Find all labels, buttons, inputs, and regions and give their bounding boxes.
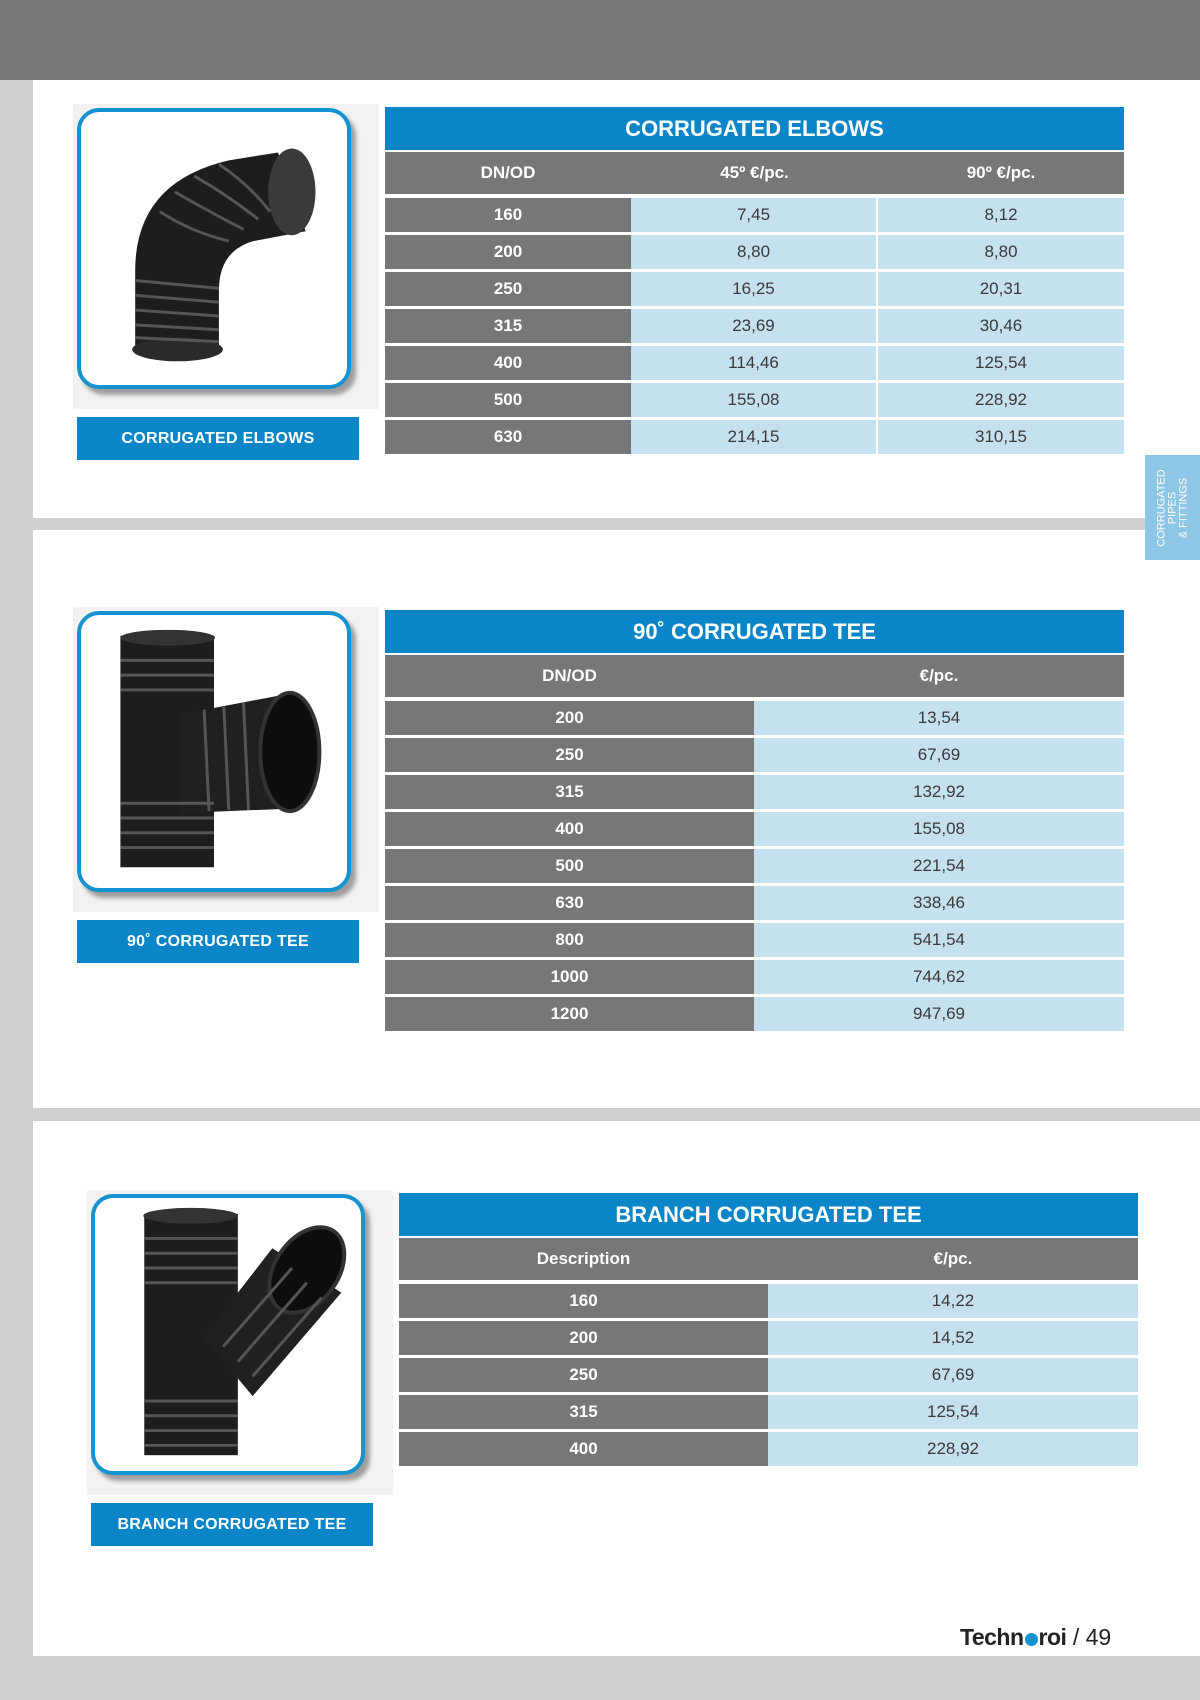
brand-logo (960, 1624, 1066, 1650)
dn-cell: 500 (385, 383, 631, 420)
elbow-illustration (81, 112, 347, 385)
elbows-price-table (385, 107, 1124, 457)
column-header-dnod: DN/OD (385, 152, 631, 198)
price-45-cell: 114,46 (631, 346, 878, 383)
page-number: 49 (1085, 1624, 1112, 1650)
dn-cell: 400 (385, 346, 631, 383)
branch-tee-caption-label: BRANCH CORRUGATED TEE (91, 1503, 373, 1546)
dn-cell: 500 (385, 849, 754, 886)
brand-text-start: Techn (960, 1624, 1024, 1650)
price-45-cell: 23,69 (631, 309, 878, 346)
column-header-dnod: DN/OD (385, 655, 754, 701)
dn-cell: 1200 (385, 997, 754, 1034)
brand-text-end: roi (1038, 1624, 1067, 1650)
table-row (385, 235, 1124, 272)
table-row (399, 1284, 1138, 1321)
price-cell: 947,69 (754, 997, 1124, 1034)
price-cell: 338,46 (754, 886, 1124, 923)
page-footer (960, 1624, 1111, 1651)
branch-tee-table-title: BRANCH CORRUGATED TEE (399, 1193, 1138, 1238)
side-tab-text (1156, 455, 1189, 560)
price-cell: 67,69 (768, 1358, 1138, 1395)
price-cell: 744,62 (754, 960, 1124, 997)
price-45-cell: 155,08 (631, 383, 878, 420)
price-90-cell: 30,46 (878, 309, 1124, 346)
table-row (385, 997, 1124, 1034)
price-90-cell: 8,80 (878, 235, 1124, 272)
dn-cell: 250 (385, 738, 754, 775)
table-row (399, 1432, 1138, 1469)
footer-separator: / (1072, 1624, 1080, 1650)
table-row (385, 272, 1124, 309)
price-cell: 132,92 (754, 775, 1124, 812)
table-row (385, 198, 1124, 235)
table-row (399, 1358, 1138, 1395)
dn-cell: 315 (385, 309, 631, 346)
price-cell: 155,08 (754, 812, 1124, 849)
dn-cell: 160 (385, 198, 631, 235)
elbows-table-title: CORRUGATED ELBOWS (385, 107, 1124, 152)
dn-cell: 250 (399, 1358, 768, 1395)
price-cell: 13,54 (754, 701, 1124, 738)
price-45-cell: 7,45 (631, 198, 878, 235)
price-90-cell: 8,12 (878, 198, 1124, 235)
table-row (385, 886, 1124, 923)
price-cell: 14,22 (768, 1284, 1138, 1321)
price-cell: 125,54 (768, 1395, 1138, 1432)
brand-dot-icon (1025, 1633, 1038, 1646)
price-90-cell: 20,31 (878, 272, 1124, 309)
price-90-cell: 228,92 (878, 383, 1124, 420)
price-45-cell: 16,25 (631, 272, 878, 309)
table-row (385, 309, 1124, 346)
table-row (385, 701, 1124, 738)
table-row (399, 1395, 1138, 1432)
price-cell: 221,54 (754, 849, 1124, 886)
side-tab-line: & FITTINGS (1177, 477, 1189, 538)
corrugated-tee-image (73, 607, 379, 912)
branch-tee-illustration (95, 1198, 361, 1471)
price-45-cell: 8,80 (631, 235, 878, 272)
side-tab-line: PIPES (1166, 491, 1178, 524)
top-banner (0, 0, 1200, 80)
dn-cell: 315 (399, 1395, 768, 1432)
image-frame (77, 611, 351, 892)
price-cell: 541,54 (754, 923, 1124, 960)
price-cell: 67,69 (754, 738, 1124, 775)
dn-cell: 200 (385, 235, 631, 272)
side-tab-line: CORRUGATED (1155, 468, 1167, 547)
table-row (385, 383, 1124, 420)
tee-caption-label: 90˚ CORRUGATED TEE (77, 920, 359, 963)
elbows-caption-label: CORRUGATED ELBOWS (77, 417, 359, 460)
section-side-tab[interactable] (1145, 455, 1200, 560)
dn-cell: 800 (385, 923, 754, 960)
tee-illustration (81, 615, 347, 888)
image-frame (91, 1194, 365, 1475)
table-row (399, 1321, 1138, 1358)
dn-cell: 630 (385, 420, 631, 457)
dn-cell: 400 (399, 1432, 768, 1469)
dn-cell: 160 (399, 1284, 768, 1321)
table-row (385, 775, 1124, 812)
column-header-price: €/pc. (768, 1238, 1138, 1284)
dn-cell: 630 (385, 886, 754, 923)
branch-tee-price-table (399, 1193, 1138, 1469)
column-header-description: Description (399, 1238, 768, 1284)
dn-cell: 200 (385, 701, 754, 738)
dn-cell: 400 (385, 812, 754, 849)
price-90-cell: 125,54 (878, 346, 1124, 383)
table-row (385, 738, 1124, 775)
tee-price-table (385, 610, 1124, 1034)
table-row (385, 960, 1124, 997)
price-90-cell: 310,15 (878, 420, 1124, 457)
column-header-45-price: 45º €/pc. (631, 152, 878, 198)
price-cell: 14,52 (768, 1321, 1138, 1358)
table-row (385, 849, 1124, 886)
dn-cell: 200 (399, 1321, 768, 1358)
tee-table-title: 90˚ CORRUGATED TEE (385, 610, 1124, 655)
column-header-price: €/pc. (754, 655, 1124, 701)
dn-cell: 315 (385, 775, 754, 812)
table-row (385, 923, 1124, 960)
column-header-90-price: 90º €/pc. (878, 152, 1124, 198)
corrugated-elbow-image (73, 104, 379, 409)
table-row (385, 346, 1124, 383)
dn-cell: 1000 (385, 960, 754, 997)
table-row (385, 812, 1124, 849)
table-row (385, 420, 1124, 457)
price-cell: 228,92 (768, 1432, 1138, 1469)
price-45-cell: 214,15 (631, 420, 878, 457)
dn-cell: 250 (385, 272, 631, 309)
image-frame (77, 108, 351, 389)
branch-corrugated-tee-image (87, 1190, 393, 1495)
